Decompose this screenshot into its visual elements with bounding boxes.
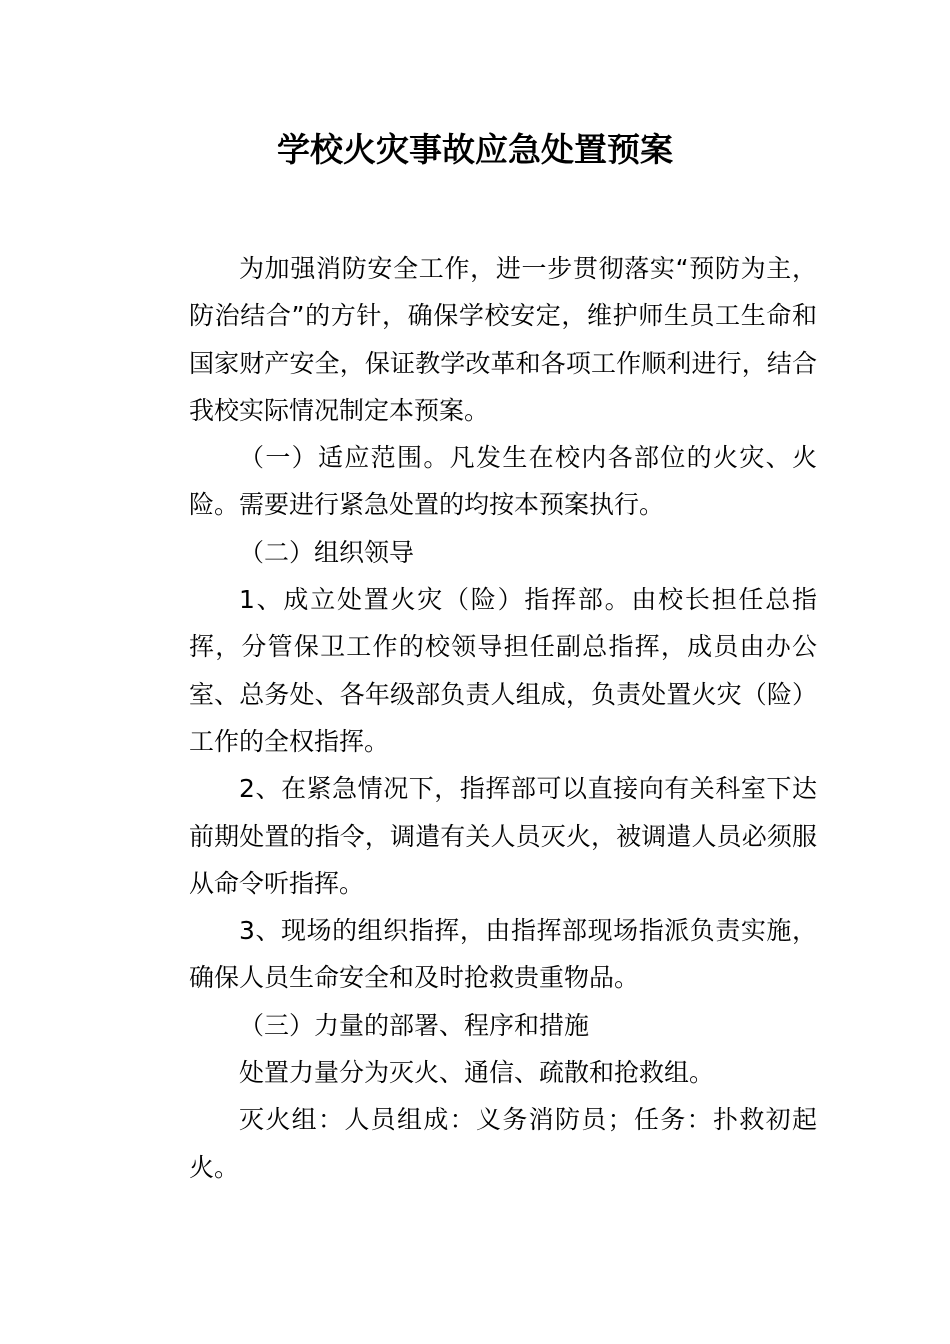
- paragraph-scope: （一）适应范围。凡发生在校内各部位的火灾、火险。需要进行紧急处置的均按本预案执行。: [189, 443, 817, 520]
- paragraph-intro: 为加强消防安全工作，进一步贯彻落实“预防为主，防治结合”的方针，确保学校安定，维护师生员工生命和国家财产安全，保证教学改革和各项工作顺利进行，结合我校实际情况制定本预案。: [189, 254, 817, 425]
- paragraph-deployment-heading: （三）力量的部署、程序和措施: [239, 1010, 590, 1040]
- document-body: [189, 245, 817, 1191]
- paragraph-onsite-command: 3、现场的组织指挥，由指挥部现场指派负责实施，确保人员生命安全和及时抢救贵重物品。: [189, 916, 817, 993]
- document-title: 学校火灾事故应急处置预案: [277, 130, 673, 169]
- paragraph-organization-heading: （二）组织领导: [239, 537, 415, 567]
- paragraph-command-post: 1、成立处置火灾（险）指挥部。由校长担任总指挥，分管保卫工作的校领导担任副总指挥，成员由办公室、总务处、各年级部负责人组成，负责处置火灾（险）工作的全权指挥。: [189, 585, 817, 756]
- paragraph-emergency-orders: 2、在紧急情况下，指挥部可以直接向有关科室下达前期处置的指令，调遣有关人员灭火，被调遣人员必须服从命令听指挥。: [189, 774, 817, 898]
- paragraph-firefighting-group: 灭火组：人员组成：义务消防员；任务：扑救初起火。: [189, 1105, 817, 1182]
- paragraph-force-groups: 处置力量分为灭火、通信、疏散和抢救组。: [239, 1058, 715, 1088]
